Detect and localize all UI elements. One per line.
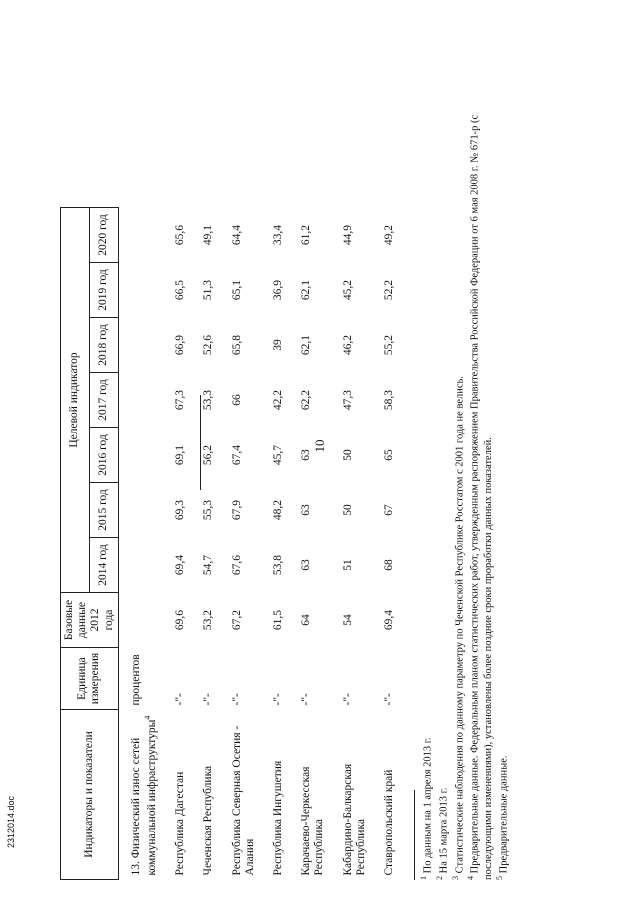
row-value: 62,1 <box>300 334 313 356</box>
row-value: 53,3 <box>202 389 215 411</box>
header-year: 2015 год <box>89 483 118 538</box>
footnote-ref: 4 <box>143 715 153 720</box>
table-row <box>331 208 372 880</box>
landscape-page <box>60 60 580 880</box>
header-year: 2020 год <box>89 208 118 263</box>
row-value: 44,9 <box>341 224 354 246</box>
row-unit: -"- <box>230 693 243 706</box>
row-base: 61,5 <box>272 609 285 631</box>
section-title <box>118 710 163 880</box>
row-unit: -"- <box>272 693 285 706</box>
row-value: 45,7 <box>272 444 285 466</box>
indicator-table <box>60 207 400 880</box>
row-value: 67,3 <box>174 389 187 411</box>
header-year: 2017 год <box>89 373 118 428</box>
header-year: 2018 год <box>89 318 118 373</box>
row-base: 53,2 <box>202 609 215 631</box>
footnote <box>466 80 495 880</box>
row-value: 33,4 <box>272 224 285 246</box>
header-unit: Единица измерения <box>61 648 119 710</box>
table-row <box>289 208 330 880</box>
row-name: Кабардино-Балкарская Республика <box>341 763 367 876</box>
row-value: 49,1 <box>202 224 215 246</box>
row-unit: -"- <box>300 693 313 706</box>
row-value: 65 <box>383 449 396 461</box>
row-value: 67,6 <box>230 554 243 576</box>
row-value: 64,4 <box>230 224 243 246</box>
header-target-indicator: Целевой индикатор <box>61 208 90 593</box>
row-name: Ставропольский край <box>383 769 396 876</box>
row-unit: -"- <box>383 693 396 706</box>
row-value: 51 <box>341 559 354 571</box>
document-code: 2312014.doc <box>6 795 16 848</box>
row-value: 42,2 <box>272 389 285 411</box>
table-row <box>191 208 219 880</box>
table-row <box>261 208 289 880</box>
row-name: Чеченская Республика <box>202 765 215 876</box>
row-value: 54,7 <box>202 554 215 576</box>
row-value: 55,2 <box>383 334 396 356</box>
row-value: 51,3 <box>202 279 215 301</box>
row-value: 63 <box>300 449 313 461</box>
footnote-text: Статистические наблюдения по данному параметру по Чеченской Республике Росстатом с 2001 года не велись. <box>454 376 466 874</box>
footnote-mark: 4 <box>466 876 476 880</box>
row-unit: -"- <box>174 693 187 706</box>
row-value: 56,2 <box>202 444 215 466</box>
footnote <box>419 80 435 880</box>
row-base: 69,4 <box>383 609 396 631</box>
page-number: 10 <box>312 439 327 453</box>
table-row <box>163 208 191 880</box>
footnotes <box>419 80 510 880</box>
row-value: 62,2 <box>300 389 313 411</box>
row-value: 48,2 <box>272 499 285 521</box>
row-value: 66 <box>230 394 243 406</box>
row-value: 63 <box>300 559 313 571</box>
header-indicators: Индикаторы и показатели <box>61 710 119 880</box>
row-value: 69,3 <box>174 499 187 521</box>
footnote-mark: 1 <box>419 876 429 880</box>
row-value: 47,3 <box>341 389 354 411</box>
footnote-text: Предварительные данные. <box>498 755 510 874</box>
row-unit: -"- <box>202 693 215 706</box>
footnote-rule <box>414 790 415 880</box>
row-value: 68 <box>383 559 396 571</box>
row-unit: -"- <box>341 693 354 706</box>
footnote-mark: 2 <box>434 876 444 880</box>
footnote-text: Предварительные данные. Федеральным планом статистических работ, утвержденным распоряжением Правительства Российской Федерации от 6 мая 2008 г. № 671-р (с последующими изменениями), установлены более поздние сроки проработки данных показателей. <box>469 114 494 880</box>
row-base: 67,2 <box>230 609 243 631</box>
table-row <box>118 208 163 880</box>
row-base: 69,6 <box>174 609 187 631</box>
row-name: Республика Ингушетия <box>272 760 285 876</box>
row-value: 50 <box>341 504 354 516</box>
row-value: 67 <box>383 504 396 516</box>
row-value: 49,2 <box>383 224 396 246</box>
table-row <box>220 208 261 880</box>
row-value: 69,4 <box>174 554 187 576</box>
row-value: 45,2 <box>341 279 354 301</box>
row-value: 63 <box>300 504 313 516</box>
section-title-text: 13. Физический износ сетей коммунальной инфраструктуры <box>129 719 158 876</box>
header-year: 2019 год <box>89 263 118 318</box>
footnote <box>451 80 467 880</box>
row-value: 55,3 <box>202 499 215 521</box>
row-value: 67,9 <box>230 499 243 521</box>
row-value: 50 <box>341 449 354 461</box>
footnote <box>435 80 451 880</box>
row-value: 62,1 <box>300 279 313 301</box>
row-value: 65,1 <box>230 279 243 301</box>
row-value: 52,2 <box>383 279 396 301</box>
row-name: Республика Дагестан <box>174 771 187 876</box>
section-unit: процентов <box>129 654 142 706</box>
table-row <box>372 208 400 880</box>
footnote <box>495 80 511 880</box>
header-year: 2014 год <box>89 538 118 593</box>
row-value: 46,2 <box>341 334 354 356</box>
row-value: 67,4 <box>230 444 243 466</box>
footnote-text: По данным на 1 апреля 2013 г. <box>422 737 434 874</box>
header-year: 2016 год <box>89 428 118 483</box>
row-value: 65,8 <box>230 334 243 356</box>
row-value: 39 <box>272 339 285 351</box>
row-base: 54 <box>341 614 354 626</box>
row-value: 53,8 <box>272 554 285 576</box>
footnote-text: На 15 марта 2013 г. <box>438 787 450 874</box>
footnote-mark: 5 <box>494 876 504 880</box>
row-base: 64 <box>300 614 313 626</box>
row-value: 66,5 <box>174 279 187 301</box>
row-value: 66,9 <box>174 334 187 356</box>
row-value: 61,2 <box>300 224 313 246</box>
header-base: Базовые данные 2012 года <box>61 593 119 648</box>
row-name: Республика Северная Осетия - Алания <box>230 725 256 876</box>
row-value: 36,9 <box>272 279 285 301</box>
row-value: 58,3 <box>383 389 396 411</box>
row-value: 65,6 <box>174 224 187 246</box>
row-name: Карачаево-Черкесская Республика <box>300 766 326 876</box>
footnote-mark: 3 <box>450 876 460 880</box>
row-value: 69,1 <box>174 444 187 466</box>
row-value: 52,6 <box>202 334 215 356</box>
rotated-content-area <box>60 60 580 880</box>
